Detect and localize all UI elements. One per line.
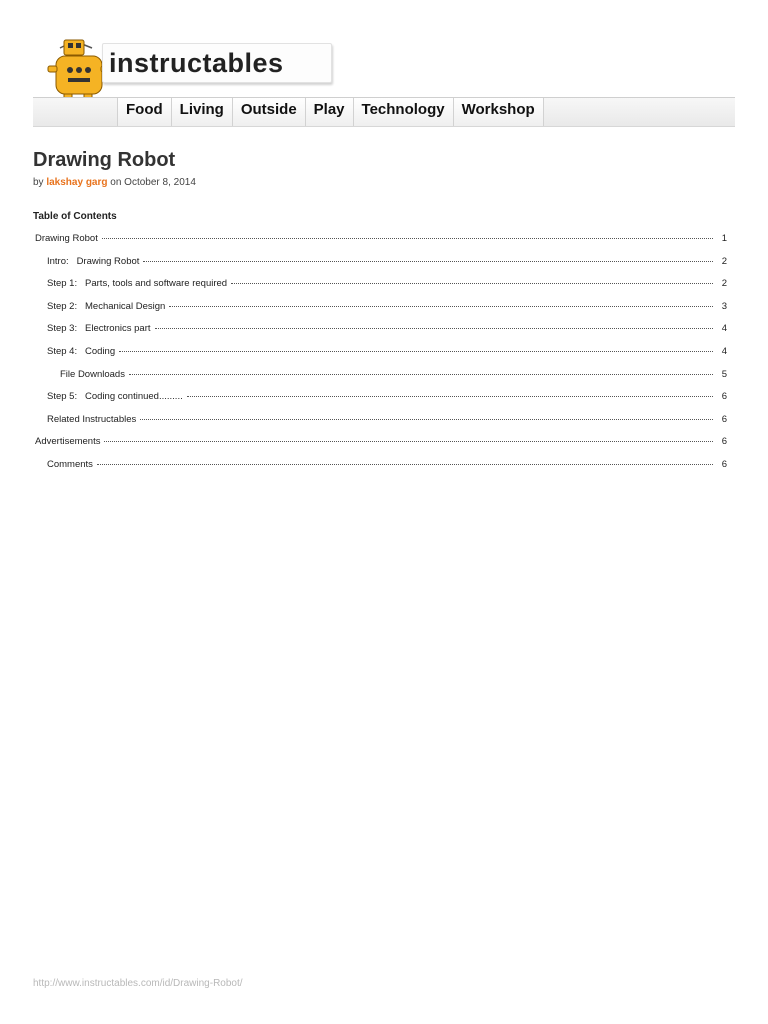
nav-item-play[interactable]: Play <box>305 98 353 126</box>
toc-entry-page: 3 <box>721 300 727 312</box>
toc-entry[interactable] <box>35 369 727 392</box>
category-nav-bar <box>33 97 735 127</box>
toc-entry-page: 6 <box>721 458 727 470</box>
toc-entry-label: Related Instructables <box>47 413 137 425</box>
toc-entry[interactable] <box>35 459 727 482</box>
toc-entry[interactable] <box>35 436 727 459</box>
nav-item-living[interactable]: Living <box>171 98 232 126</box>
toc-dot-leader <box>231 282 713 284</box>
toc-entry-page: 5 <box>721 368 727 380</box>
toc-dot-leader <box>169 305 713 307</box>
toc-dot-leader <box>155 327 714 329</box>
toc-entry-label: Step 3: Electronics part <box>47 323 151 335</box>
nav-item-technology[interactable]: Technology <box>353 98 453 126</box>
toc-entry-page: 6 <box>721 413 727 425</box>
nav-item-outside[interactable]: Outside <box>232 98 305 126</box>
toc-entry-label: Step 5: Coding continued......... <box>47 391 183 403</box>
toc-entry[interactable] <box>35 323 727 346</box>
toc-dot-leader <box>140 418 713 420</box>
byline <box>33 177 196 188</box>
toc-dot-leader <box>104 440 713 442</box>
toc-dot-leader <box>102 237 713 239</box>
toc-entry-label: Drawing Robot <box>35 233 98 244</box>
toc-dot-leader <box>119 350 713 352</box>
toc-entry[interactable] <box>35 278 727 301</box>
toc-entry[interactable] <box>35 256 727 279</box>
toc-entry-label: Step 4: Coding <box>47 345 116 357</box>
toc-entry-page: 2 <box>721 278 727 290</box>
toc-entry-page: 1 <box>721 233 727 244</box>
toc-heading: Table of Contents <box>33 211 117 222</box>
publish-date: on October 8, 2014 <box>110 177 196 188</box>
footer-url[interactable]: http://www.instructables.com/id/Drawing-Robot/ <box>33 978 243 989</box>
toc-entry-label: Advertisements <box>35 436 101 448</box>
toc-entry-label: Step 1: Parts, tools and software required <box>47 278 228 290</box>
category-nav-list <box>117 98 544 126</box>
byline-prefix: by <box>33 177 44 188</box>
toc-entry-page: 4 <box>721 323 727 335</box>
nav-item-food[interactable]: Food <box>117 98 171 126</box>
logo-wordmark: instructables <box>102 43 332 83</box>
toc-entry-page: 6 <box>721 391 727 403</box>
toc-entry-page: 2 <box>721 255 727 267</box>
table-of-contents <box>35 233 727 482</box>
toc-entry-page: 4 <box>721 345 727 357</box>
toc-dot-leader <box>129 373 713 375</box>
toc-entry-label: Intro: Drawing Robot <box>47 255 140 267</box>
toc-entry[interactable] <box>35 414 727 437</box>
nav-item-workshop[interactable]: Workshop <box>453 98 544 126</box>
toc-entry[interactable] <box>35 233 727 256</box>
page-title: Drawing Robot <box>33 149 176 171</box>
toc-entry-label: Step 2: Mechanical Design <box>47 300 166 312</box>
toc-dot-leader <box>187 395 713 397</box>
toc-entry-label: File Downloads <box>60 368 125 380</box>
toc-entry[interactable] <box>35 391 727 414</box>
toc-dot-leader <box>143 260 713 262</box>
toc-entry-label: Comments <box>47 458 93 470</box>
author-link[interactable]: lakshay garg <box>46 177 108 188</box>
toc-entry[interactable] <box>35 346 727 369</box>
toc-dot-leader <box>97 463 713 465</box>
toc-entry-page: 6 <box>721 436 727 448</box>
toc-entry[interactable] <box>35 301 727 324</box>
